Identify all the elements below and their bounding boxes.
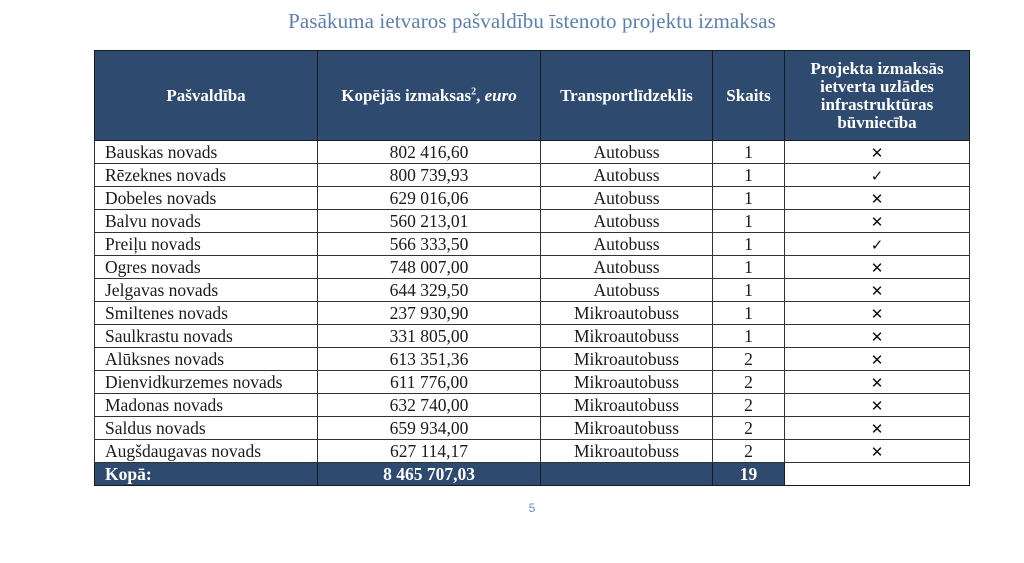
cross-icon: ✕ <box>870 396 884 415</box>
cell-cost: 237 930,90 <box>318 302 541 325</box>
cell-vehicle: Mikroautobuss <box>541 302 713 325</box>
table-row <box>95 440 970 463</box>
cell-cost: 331 805,00 <box>318 325 541 348</box>
cell-count: 2 <box>713 371 785 394</box>
cell-cost: 632 740,00 <box>318 394 541 417</box>
cell-charging <box>785 348 970 371</box>
cell-vehicle: Autobuss <box>541 164 713 187</box>
cell-municipality: Smiltenes novads <box>95 302 318 325</box>
cross-icon: ✕ <box>870 419 884 438</box>
cell-cost: 611 776,00 <box>318 371 541 394</box>
cell-municipality: Jelgavas novads <box>95 279 318 302</box>
cell-charging <box>785 187 970 210</box>
footnote-marker: 2 <box>471 85 477 97</box>
cell-vehicle: Autobuss <box>541 141 713 164</box>
cell-vehicle: Mikroautobuss <box>541 348 713 371</box>
cell-vehicle: Mikroautobuss <box>541 394 713 417</box>
total-label: Kopā: <box>95 463 318 486</box>
cell-vehicle: Autobuss <box>541 233 713 256</box>
cell-cost: 644 329,50 <box>318 279 541 302</box>
cell-cost: 802 416,60 <box>318 141 541 164</box>
table-row <box>95 279 970 302</box>
cell-count: 2 <box>713 394 785 417</box>
project-costs-table <box>94 50 970 486</box>
cell-charging <box>785 279 970 302</box>
cell-count: 2 <box>713 348 785 371</box>
cell-charging <box>785 440 970 463</box>
cell-charging <box>785 302 970 325</box>
cell-count: 1 <box>713 210 785 233</box>
cell-cost: 629 016,06 <box>318 187 541 210</box>
header-count: Skaits <box>713 51 785 141</box>
cell-vehicle: Mikroautobuss <box>541 325 713 348</box>
cell-municipality: Bauskas novads <box>95 141 318 164</box>
table-row <box>95 325 970 348</box>
table-row <box>95 164 970 187</box>
cell-charging <box>785 417 970 440</box>
table-row <box>95 210 970 233</box>
cell-cost: 613 351,36 <box>318 348 541 371</box>
cell-count: 1 <box>713 233 785 256</box>
cell-count: 1 <box>713 187 785 210</box>
header-separator: , <box>476 85 485 105</box>
table-row <box>95 256 970 279</box>
total-cost: 8 465 707,03 <box>318 463 541 486</box>
cell-count: 1 <box>713 164 785 187</box>
cell-charging <box>785 141 970 164</box>
cell-cost: 800 739,93 <box>318 164 541 187</box>
cell-municipality: Preiļu novads <box>95 233 318 256</box>
table-body <box>95 141 970 463</box>
table-header-row <box>95 51 970 141</box>
table-row <box>95 302 970 325</box>
header-currency-unit: euro <box>484 85 517 105</box>
cell-count: 1 <box>713 141 785 164</box>
total-charging <box>785 463 970 486</box>
cell-cost: 566 333,50 <box>318 233 541 256</box>
table-row <box>95 371 970 394</box>
cell-charging <box>785 210 970 233</box>
header-vehicle: Transportlīdzeklis <box>541 51 713 141</box>
cell-vehicle: Autobuss <box>541 187 713 210</box>
cell-charging <box>785 371 970 394</box>
cell-cost: 560 213,01 <box>318 210 541 233</box>
table-row <box>95 141 970 164</box>
cell-municipality: Rēzeknes novads <box>95 164 318 187</box>
cell-municipality: Dienvidkurzemes novads <box>95 371 318 394</box>
header-municipality: Pašvaldība <box>95 51 318 141</box>
cell-charging <box>785 394 970 417</box>
cell-municipality: Balvu novads <box>95 210 318 233</box>
cell-cost: 748 007,00 <box>318 256 541 279</box>
cell-charging <box>785 233 970 256</box>
cross-icon: ✕ <box>870 373 884 392</box>
check-icon: ✓ <box>870 235 884 254</box>
cross-icon: ✕ <box>870 350 884 369</box>
header-charging-infrastructure: Projekta izmaksās ietverta uzlādes infrastruktūras būvniecība <box>785 51 970 141</box>
cell-vehicle: Autobuss <box>541 256 713 279</box>
cell-municipality: Madonas novads <box>95 394 318 417</box>
header-total-cost-label: Kopējās izmaksas <box>341 85 472 105</box>
cell-vehicle: Mikroautobuss <box>541 371 713 394</box>
table-row <box>95 417 970 440</box>
cross-icon: ✕ <box>870 143 884 162</box>
page-title: Pasākuma ietvaros pašvaldību īstenoto projektu izmaksas <box>288 9 776 33</box>
cell-municipality: Ogres novads <box>95 256 318 279</box>
cell-cost: 627 114,17 <box>318 440 541 463</box>
cross-icon: ✕ <box>870 304 884 323</box>
check-icon: ✓ <box>870 166 884 185</box>
cell-municipality: Augšdaugavas novads <box>95 440 318 463</box>
cell-count: 1 <box>713 279 785 302</box>
cross-icon: ✕ <box>870 212 884 231</box>
cell-count: 2 <box>713 440 785 463</box>
cross-icon: ✕ <box>870 258 884 277</box>
cell-cost: 659 934,00 <box>318 417 541 440</box>
header-total-cost <box>318 51 541 141</box>
cell-charging <box>785 164 970 187</box>
total-count: 19 <box>713 463 785 486</box>
cell-count: 2 <box>713 417 785 440</box>
cross-icon: ✕ <box>870 327 884 346</box>
table-row <box>95 233 970 256</box>
cell-count: 1 <box>713 325 785 348</box>
total-vehicle <box>541 463 713 486</box>
cell-vehicle: Autobuss <box>541 279 713 302</box>
cell-municipality: Saulkrastu novads <box>95 325 318 348</box>
cell-municipality: Saldus novads <box>95 417 318 440</box>
cell-charging <box>785 256 970 279</box>
cell-municipality: Dobeles novads <box>95 187 318 210</box>
total-row <box>95 463 970 486</box>
cell-vehicle: Mikroautobuss <box>541 440 713 463</box>
cell-count: 1 <box>713 256 785 279</box>
cross-icon: ✕ <box>870 281 884 300</box>
page-number: 5 <box>528 501 536 515</box>
cross-icon: ✕ <box>870 189 884 208</box>
cell-count: 1 <box>713 302 785 325</box>
table-row <box>95 187 970 210</box>
cell-municipality: Alūksnes novads <box>95 348 318 371</box>
table-row <box>95 348 970 371</box>
table-row <box>95 394 970 417</box>
cell-vehicle: Autobuss <box>541 210 713 233</box>
cell-vehicle: Mikroautobuss <box>541 417 713 440</box>
cell-charging <box>785 325 970 348</box>
cross-icon: ✕ <box>870 442 884 461</box>
